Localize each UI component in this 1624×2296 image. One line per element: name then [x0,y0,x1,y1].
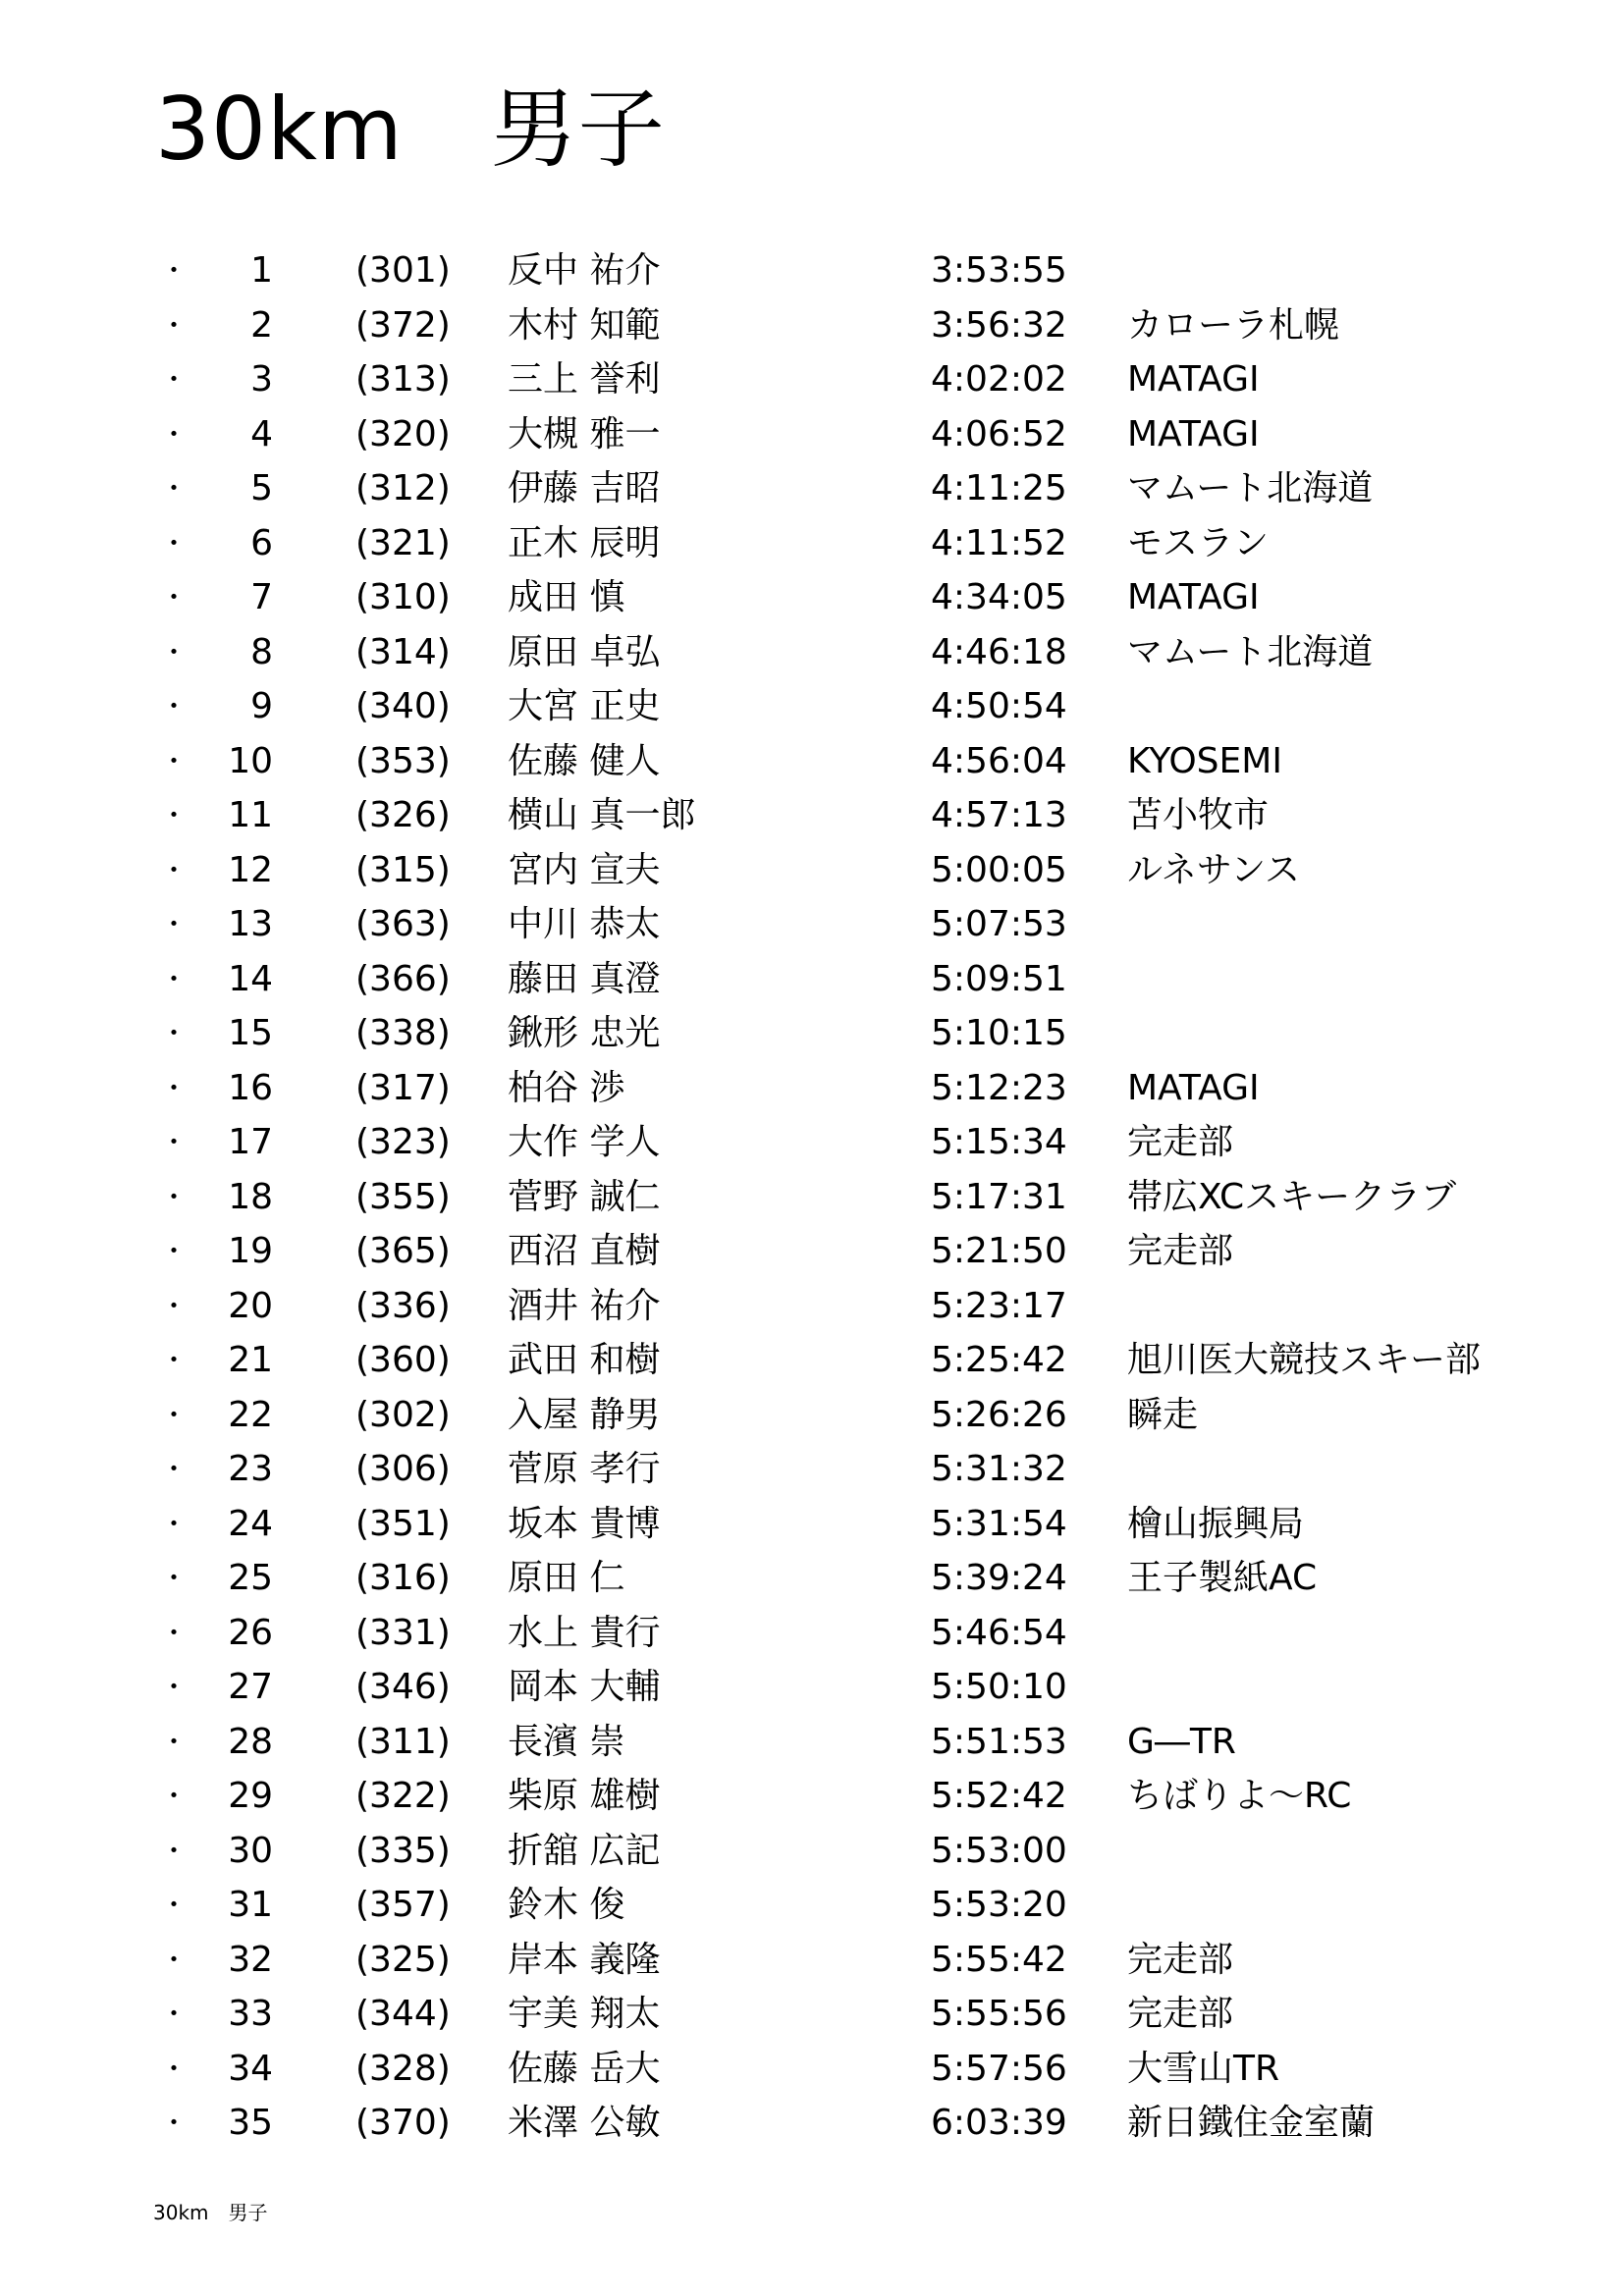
result-time: 5:31:32 [931,1449,1067,1489]
bullet-marker: ・ [160,1071,189,1104]
result-name: 坂本 貴博 [508,1503,661,1544]
bullet-marker: ・ [160,690,189,722]
bullet-marker: ・ [160,1344,189,1376]
bullet-marker: ・ [160,581,189,614]
result-name: 西沼 直樹 [508,1231,661,1271]
result-rank: 10 [228,740,273,781]
result-name: 伊藤 吉昭 [508,468,661,508]
result-name: 菅野 誠仁 [508,1176,661,1217]
result-name: 反中 祐介 [508,250,661,291]
result-name: 岸本 義隆 [508,1939,661,1980]
result-row [0,243,1624,298]
result-name: 宮内 宣夫 [508,849,661,890]
page-footer: 30km 男子 [153,2201,268,2224]
bullet-marker: ・ [160,1126,189,1158]
result-row [0,625,1624,680]
result-rank: 35 [228,2103,273,2143]
result-rank: 1 [250,250,273,291]
result-row [0,1115,1624,1170]
result-rank: 18 [228,1176,273,1217]
result-club: MATAGI [1127,359,1260,400]
bullet-marker: ・ [160,1235,189,1267]
result-name: 原田 卓弘 [508,631,661,672]
result-row [0,1279,1624,1334]
result-row [0,407,1624,462]
bullet-marker: ・ [160,1289,189,1322]
result-time: 4:46:18 [931,631,1067,672]
result-club: MATAGI [1127,1067,1260,1108]
result-bib-number: (322) [355,1776,451,1816]
result-rank: 22 [228,1394,273,1435]
result-club: G―TR [1127,1721,1236,1762]
result-bib-number: (335) [355,1830,451,1871]
result-time: 5:07:53 [931,904,1067,944]
result-rank: 33 [228,1994,273,2034]
result-time: 4:34:05 [931,577,1067,617]
result-time: 4:50:54 [931,686,1067,726]
bullet-marker: ・ [160,853,189,886]
result-bib-number: (325) [355,1939,451,1980]
result-name: 正木 辰明 [508,522,661,563]
result-row [0,1933,1624,1988]
result-club: 苫小牧市 [1127,795,1270,835]
bullet-marker: ・ [160,1725,189,1758]
result-row [0,897,1624,952]
result-club: KYOSEMI [1127,740,1282,781]
result-rank: 6 [250,522,273,563]
result-bib-number: (357) [355,1885,451,1925]
result-name: 武田 和樹 [508,1340,661,1380]
result-row [0,788,1624,843]
result-row [0,843,1624,898]
result-rank: 11 [228,795,273,835]
result-bib-number: (351) [355,1503,451,1544]
result-time: 5:50:10 [931,1667,1067,1707]
result-row [0,1224,1624,1279]
result-name: 岡本 大輔 [508,1667,661,1707]
result-name: 米澤 公敏 [508,2103,661,2143]
result-bib-number: (313) [355,359,451,400]
result-name: 原田 仁 [508,1558,625,1598]
result-name: 入屋 静男 [508,1394,661,1435]
result-rank: 28 [228,1721,273,1762]
result-name: 菅原 孝行 [508,1449,661,1489]
result-name: 横山 真一郎 [508,795,696,835]
result-bib-number: (372) [355,304,451,346]
result-club: モスラン [1127,522,1270,563]
result-row [0,1170,1624,1225]
bullet-marker: ・ [160,1453,189,1485]
result-row [0,1333,1624,1388]
result-club: 檜山振興局 [1127,1503,1305,1544]
result-time: 5:26:26 [931,1394,1067,1435]
bullet-marker: ・ [160,2052,189,2085]
result-name: 酒井 祐介 [508,1285,661,1326]
result-time: 5:10:15 [931,1013,1067,1053]
result-bib-number: (317) [355,1067,451,1108]
result-row [0,1061,1624,1116]
result-time: 5:52:42 [931,1776,1067,1816]
result-rank: 19 [228,1231,273,1271]
result-name: 長濱 崇 [508,1721,625,1762]
result-row [0,461,1624,516]
result-rank: 2 [250,304,273,346]
result-bib-number: (366) [355,958,451,999]
result-club: マムート北海道 [1127,468,1374,508]
result-rank: 8 [250,631,273,672]
result-time: 5:53:00 [931,1830,1067,1871]
result-club: ルネサンス [1127,849,1301,890]
result-time: 5:17:31 [931,1176,1067,1217]
bullet-marker: ・ [160,526,189,560]
result-time: 5:21:50 [931,1231,1067,1271]
result-bib-number: (315) [355,849,451,890]
result-rank: 7 [250,577,273,617]
result-club: 新日鐵住金室蘭 [1127,2103,1376,2143]
result-club: 完走部 [1127,1994,1234,2034]
result-club: ちばりよ～RC [1127,1776,1352,1816]
result-row [0,1769,1624,1824]
result-name: 柴原 雄樹 [508,1776,661,1816]
result-bib-number: (302) [355,1394,451,1435]
result-club: 大雪山TR [1127,2048,1280,2089]
result-name: 佐藤 岳大 [508,2048,661,2089]
result-time: 5:09:51 [931,958,1067,999]
result-club: 完走部 [1127,1122,1234,1162]
result-bib-number: (320) [355,413,451,454]
result-time: 5:31:54 [931,1503,1067,1544]
result-rank: 23 [228,1449,273,1489]
result-rank: 30 [228,1830,273,1871]
result-time: 5:15:34 [931,1122,1067,1162]
result-bib-number: (321) [355,522,451,563]
result-bib-number: (311) [355,1721,451,1762]
result-rank: 29 [228,1776,273,1816]
result-rank: 27 [228,1667,273,1707]
bullet-marker: ・ [160,1671,189,1703]
result-bib-number: (314) [355,631,451,672]
result-row [0,516,1624,571]
bullet-marker: ・ [160,1780,189,1812]
bullet-marker: ・ [160,1180,189,1213]
result-time: 4:02:02 [931,359,1067,400]
result-bib-number: (336) [355,1285,451,1326]
bullet-marker: ・ [160,254,189,287]
result-rank: 32 [228,1939,273,1980]
bullet-marker: ・ [160,1943,189,1976]
bullet-marker: ・ [160,308,189,342]
result-time: 5:23:17 [931,1285,1067,1326]
result-name: 藤田 真澄 [508,958,661,999]
result-time: 5:51:53 [931,1721,1067,1762]
bullet-marker: ・ [160,1398,189,1431]
result-row [0,1006,1624,1061]
result-name: 中川 恭太 [508,904,661,944]
result-row [0,352,1624,407]
result-bib-number: (310) [355,577,451,617]
result-row [0,1987,1624,2042]
result-bib-number: (363) [355,904,451,944]
result-row [0,952,1624,1007]
result-rank: 31 [228,1885,273,1925]
result-row [0,1660,1624,1715]
bullet-marker: ・ [160,417,189,451]
result-bib-number: (338) [355,1013,451,1053]
result-bib-number: (306) [355,1449,451,1489]
result-row [0,2042,1624,2097]
result-time: 4:06:52 [931,413,1067,454]
result-time: 4:56:04 [931,740,1067,781]
bullet-marker: ・ [160,1017,189,1049]
result-name: 成田 慎 [508,577,625,617]
result-rank: 12 [228,849,273,890]
result-rank: 34 [228,2048,273,2089]
result-rank: 14 [228,958,273,999]
result-time: 4:11:52 [931,522,1067,563]
result-bib-number: (353) [355,740,451,781]
result-club: 瞬走 [1127,1394,1199,1435]
result-name: 鈴木 俊 [508,1885,625,1925]
result-name: 木村 知範 [508,304,661,346]
result-rank: 26 [228,1612,273,1653]
result-row [0,298,1624,353]
result-name: 柏谷 渉 [508,1067,625,1108]
result-club: 完走部 [1127,1231,1234,1271]
result-name: 宇美 翔太 [508,1994,661,2034]
result-club: 帯広XCスキークラブ [1127,1176,1457,1217]
result-rank: 5 [250,468,273,508]
result-row [0,2096,1624,2151]
result-bib-number: (326) [355,795,451,835]
result-row [0,734,1624,789]
bullet-marker: ・ [160,472,189,505]
result-bib-number: (323) [355,1122,451,1162]
result-rank: 17 [228,1122,273,1162]
result-name: 鍬形 忠光 [508,1013,661,1053]
result-row [0,1715,1624,1770]
result-row [0,1388,1624,1443]
result-row [0,1497,1624,1552]
result-bib-number: (344) [355,1994,451,2034]
result-rank: 4 [250,413,273,454]
result-time: 3:53:55 [931,250,1067,291]
bullet-marker: ・ [160,2107,189,2139]
result-row [0,1824,1624,1879]
result-rank: 25 [228,1558,273,1598]
result-club: 旭川医大競技スキー部 [1127,1340,1482,1380]
result-row [0,1442,1624,1497]
result-time: 4:57:13 [931,795,1067,835]
bullet-marker: ・ [160,1834,189,1867]
result-name: 折舘 広記 [508,1830,661,1871]
result-time: 5:55:42 [931,1939,1067,1980]
bullet-marker: ・ [160,908,189,940]
result-bib-number: (316) [355,1558,451,1598]
result-club: MATAGI [1127,577,1260,617]
bullet-marker: ・ [160,1889,189,1921]
bullet-marker: ・ [160,363,189,396]
result-bib-number: (340) [355,686,451,726]
result-time: 5:00:05 [931,849,1067,890]
result-bib-number: (328) [355,2048,451,2089]
result-row [0,679,1624,734]
result-rank: 24 [228,1503,273,1544]
result-bib-number: (346) [355,1667,451,1707]
result-time: 3:56:32 [931,304,1067,346]
result-bib-number: (360) [355,1340,451,1380]
result-name: 大宮 正史 [508,686,661,726]
result-row [0,570,1624,625]
result-rank: 20 [228,1285,273,1326]
result-row [0,1878,1624,1933]
result-name: 佐藤 健人 [508,740,661,781]
result-rank: 3 [250,359,273,400]
page-title: 30km 男子 [155,79,666,180]
result-time: 5:53:20 [931,1885,1067,1925]
result-row [0,1606,1624,1661]
bullet-marker: ・ [160,1507,189,1540]
result-club: マムート北海道 [1127,631,1374,672]
result-name: 水上 貴行 [508,1612,661,1653]
result-club: カローラ札幌 [1127,304,1340,346]
bullet-marker: ・ [160,1998,189,2030]
result-row [0,1551,1624,1606]
result-rank: 13 [228,904,273,944]
bullet-marker: ・ [160,1562,189,1594]
result-name: 大槻 雅一 [508,413,661,454]
result-bib-number: (312) [355,468,451,508]
result-time: 6:03:39 [931,2103,1067,2143]
bullet-marker: ・ [160,635,189,668]
result-bib-number: (370) [355,2103,451,2143]
result-time: 5:57:56 [931,2048,1067,2089]
result-club: 完走部 [1127,1939,1234,1980]
result-bib-number: (301) [355,250,451,291]
result-name: 三上 誉利 [508,359,661,400]
result-time: 5:12:23 [931,1067,1067,1108]
result-time: 5:25:42 [931,1340,1067,1380]
result-bib-number: (355) [355,1176,451,1217]
result-rank: 15 [228,1013,273,1053]
bullet-marker: ・ [160,744,189,777]
result-time: 4:11:25 [931,468,1067,508]
bullet-marker: ・ [160,962,189,995]
result-time: 5:46:54 [931,1612,1067,1653]
result-rank: 9 [250,686,273,726]
result-bib-number: (365) [355,1231,451,1271]
result-club: 王子製紙AC [1127,1558,1318,1598]
bullet-marker: ・ [160,1616,189,1649]
result-rank: 21 [228,1340,273,1380]
result-name: 大作 学人 [508,1122,661,1162]
result-rank: 16 [228,1067,273,1108]
bullet-marker: ・ [160,799,189,831]
result-bib-number: (331) [355,1612,451,1653]
result-time: 5:39:24 [931,1558,1067,1598]
results-list [0,243,1624,2151]
result-time: 5:55:56 [931,1994,1067,2034]
result-club: MATAGI [1127,413,1260,454]
